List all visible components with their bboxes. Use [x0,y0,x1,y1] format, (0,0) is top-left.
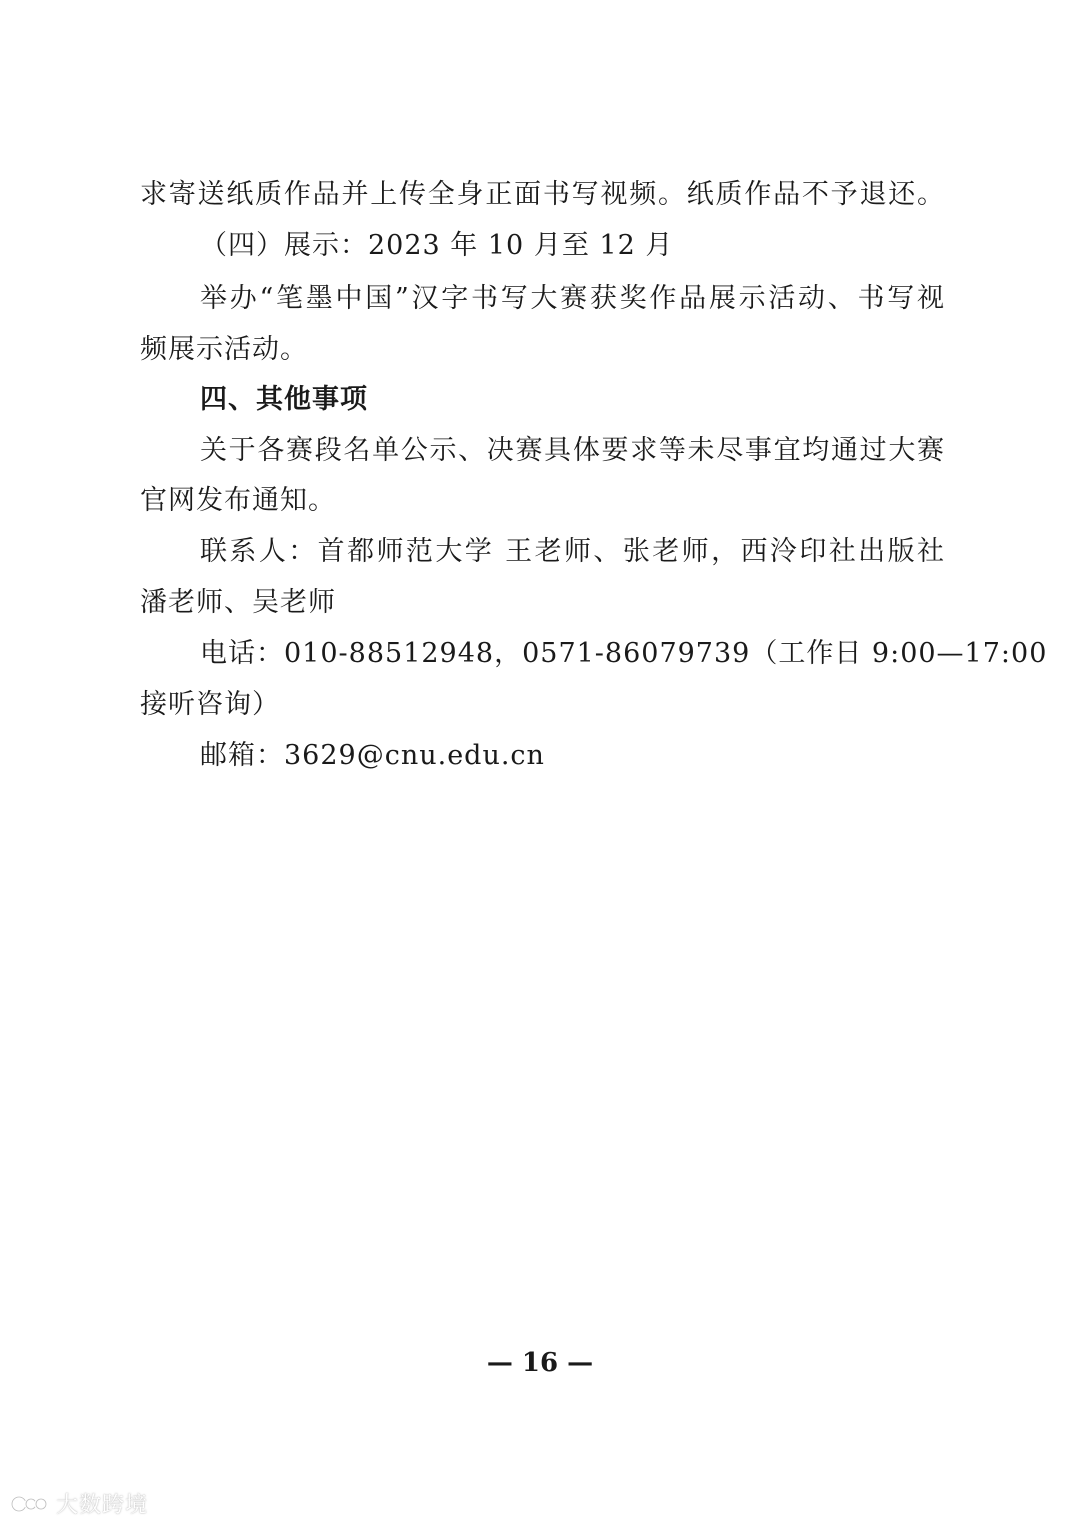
email-line: 邮箱：3629@cnu.edu.cn [200,740,545,771]
logo-icon [10,1493,50,1515]
contact-line: 潘老师、吴老师 [140,587,336,618]
contact-line: 联系人：首都师范大学 王老师、张老师，西泠印社出版社 [200,536,945,567]
paragraph-line: 关于各赛段名单公示、决赛具体要求等未尽事宜均通过大赛 [200,435,945,466]
paragraph-line: 求寄送纸质作品并上传全身正面书写视频。纸质作品不予退还。 [140,179,945,210]
phone-line: 接听咨询） [140,689,280,720]
phone-line: 电话：010-88512948，0571-86079739（工作日 9:00—17:00 [200,638,1048,669]
watermark [10,1488,148,1519]
paragraph-line: 举办“笔墨中国”汉字书写大赛获奖作品展示活动、书写视 [200,283,945,314]
page-number: — 16 — [486,1348,594,1378]
section-heading: 四、其他事项 [200,384,368,415]
section-subheading: （四）展示：2023 年 10 月至 12 月 [200,230,674,261]
paragraph-line: 频展示活动。 [140,334,308,365]
paragraph-line: 官网发布通知。 [140,485,336,516]
watermark-text: 大数跨境 [56,1493,149,1518]
